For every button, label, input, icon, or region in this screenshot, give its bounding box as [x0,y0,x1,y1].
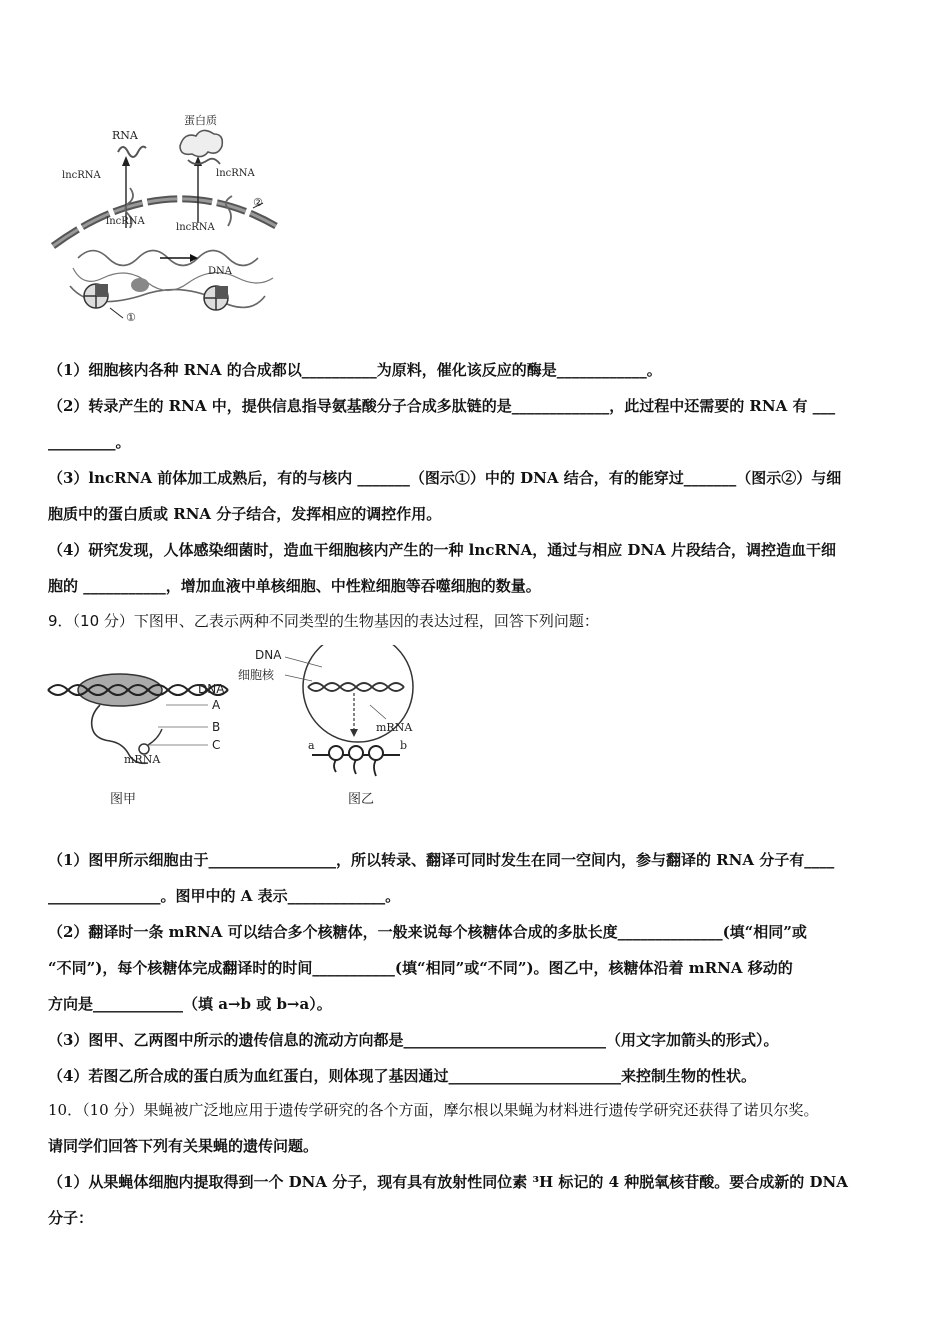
rna-strand [118,147,146,157]
figure-jia [48,674,228,807]
label-lncrna-mid-left: lncRNA [106,216,145,227]
q9-line-4: “不同”)，每个核糖体完成翻译时的时间___________(填“相同”或“不同”)。图乙中，核糖体沿着 mRNA 移动的 [48,959,793,977]
yi-label-dna: DNA [255,648,282,662]
q10-header-1: 10．（10 分）果蝇被广泛地应用于遗传学研究的各个方面，摩尔根以果蝇为材料进行遗传学研究还获得了诺贝尔奖。 [48,1101,819,1119]
marker-2: ② [253,196,263,209]
q9-line-1: （1）图甲所示细胞由于_________________，所以转录、翻译可同时发生在同一空间内，参与翻译的 RNA 分子有____ [48,851,835,869]
q8-line-5: 胞质中的蛋白质或 RNA 分子结合，发挥相应的调控作用。 [48,505,442,523]
jia-label-c: C [212,738,221,752]
q8-line-1: （1）细胞核内各种 RNA 的合成都以__________为原料，催化该反应的酶是____________。 [48,361,662,379]
q9-header: 9．（10 分）下图甲、乙表示两种不同类型的生物基因的表达过程，回答下列问题： [48,612,599,630]
yi-label-end-a: a [308,739,315,752]
q9-line-3: （2）翻译时一条 mRNA 可以结合多个核糖体，一般来说每个核糖体合成的多肽长度______________(填“相同”或 [48,923,807,941]
jia-label-mrna: mRNA [124,753,161,766]
figure-yi [238,645,413,807]
rna-polymerase [131,278,149,292]
label-dna: DNA [208,266,232,277]
q9-line-6: （3）图甲、乙两图中所示的遗传信息的流动方向都是___________________________（用文字加箭头的形式）。 [48,1031,779,1049]
q8-line-6: （4）研究发现，人体感染细菌时，造血干细胞核内产生的一种 lncRNA，通过与相应 DNA 片段结合，调控造血干细 [48,541,837,559]
gene-expression-diagram [40,645,435,810]
q8-line-4: （3）lncRNA 前体加工成熟后，有的与核内 _______（图示①）中的 DNA 结合，有的能穿过_______（图示②）与细 [48,469,842,487]
q9-line-7: （4）若图乙所合成的蛋白质为血红蛋白，则体现了基因通过_______________________来控制生物的性状。 [48,1067,756,1085]
jia-label-a: A [212,698,221,712]
nuclear-envelope [53,199,276,246]
yi-label-nucleus: 细胞核 [238,668,275,682]
label-lncrna-mid-right: lncRNA [176,222,215,233]
marker-1: ① [126,311,136,324]
q9-line-2: _______________。图甲中的 A 表示_____________。 [48,887,401,905]
q8-line-3: _________。 [48,433,131,451]
protein-shape [180,130,222,156]
yi-label-mrna: mRNA [376,721,413,734]
nucleosome-right [204,286,228,310]
jia-caption: 图甲 [110,792,137,807]
label-lncrna-top-right: lncRNA [216,168,255,179]
q8-line-2: （2）转录产生的 RNA 中，提供信息指导氨基酸分子合成多肽链的是_____________，此过程中还需要的 RNA 有 ___ [48,397,836,415]
q9-line-5: 方向是____________（填 a→b 或 b→a）。 [48,995,332,1013]
q10-line-1: （1）从果蝇体细胞内提取得到一个 DNA 分子，现有具有放射性同位素 ³H 标记的 4 种脱氧核苷酸。要合成新的 DNA [48,1173,848,1191]
lncrna-diagram [48,108,283,328]
label-lncrna-top-left: lncRNA [62,170,101,181]
yi-label-end-b: b [400,739,408,752]
jia-label-dna: DNA [198,682,225,696]
yi-caption: 图乙 [348,792,375,807]
label-protein: 蛋白质 [184,114,217,127]
q10-header-2: 请同学们回答下列有关果蝇的遗传问题。 [48,1137,319,1155]
nucleosome-left [84,284,108,308]
jia-label-b: B [212,720,221,734]
q8-line-7: 胞的 ___________，增加血液中单核细胞、中性粒细胞等吞噬细胞的数量。 [48,577,541,595]
label-rna: RNA [112,129,138,142]
q10-line-2: 分子： [48,1209,94,1227]
